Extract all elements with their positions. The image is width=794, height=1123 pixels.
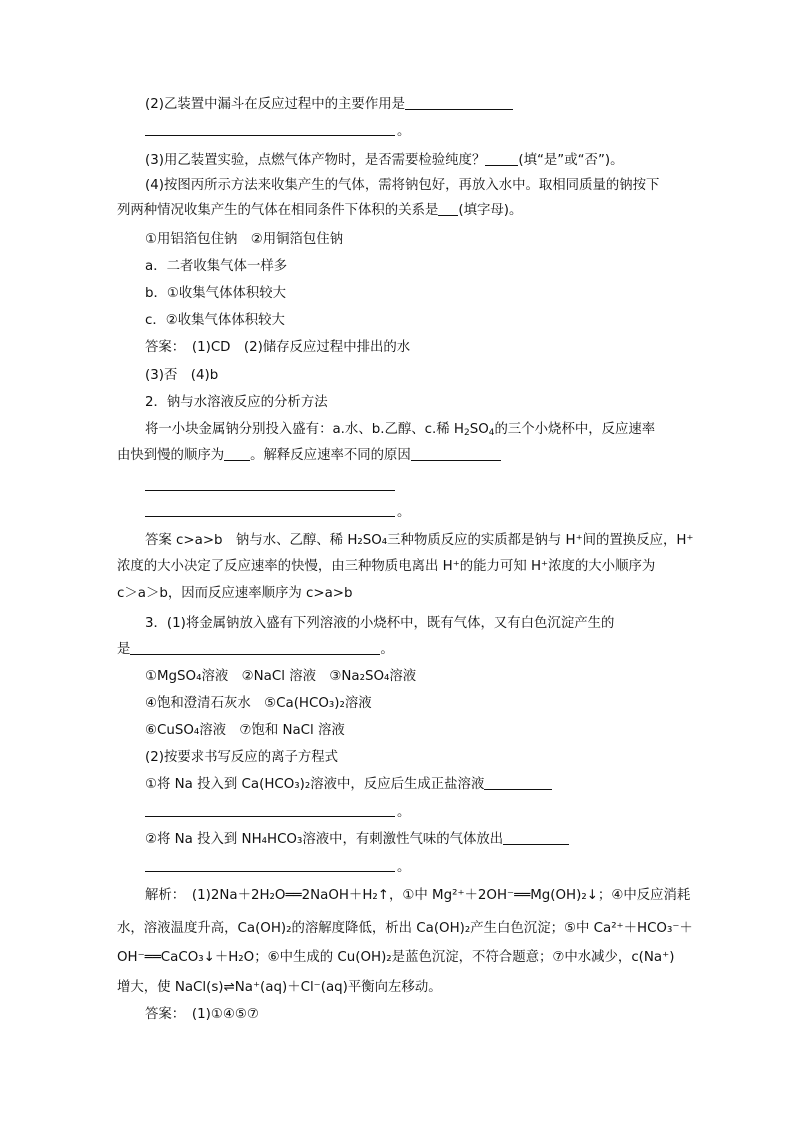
answer-blank [405, 95, 513, 110]
answer-blank-line [145, 871, 395, 872]
answer-blank-line [145, 516, 395, 517]
answer-3: 答案： (1)①④⑤⑦ [145, 1007, 259, 1022]
answer-blank [503, 830, 569, 845]
option-a: a．二者收集气体一样多 [145, 259, 288, 274]
question-2-4-line2: 列两种情况收集产生的气体在相同条件下体积的关系是 (填字母)。 [117, 203, 523, 218]
answer-blank [485, 151, 518, 166]
option-line: ①用铝箔包住钠 ②用铜箔包住钠 [145, 232, 344, 247]
section-3-q2: (2)按要求书写反应的离子方程式 [145, 750, 339, 765]
section-3-options-1: ①MgSO₄溶液 ②NaCl 溶液 ③Na₂SO₄溶液 [145, 669, 417, 684]
option-c: c．②收集气体体积较大 [145, 313, 285, 328]
answer-blank [411, 446, 501, 461]
answer-blank-line [145, 816, 395, 817]
answer-1-line1: 答案： (1)CD (2)储存反应过程中排出的水 [145, 340, 411, 355]
section-3-options-2: ④饱和澄清石灰水 ⑤Ca(HCO₃)₂溶液 [145, 696, 372, 711]
analysis-line1: 解析： (1)2Na＋2H₂O══2NaOH＋H₂↑，①中 Mg²⁺＋2OH⁻══Mg(OH)₂↓；④中反应消耗 [145, 888, 691, 903]
section-3-line1: 3．(1)将金属钠放入盛有下列溶液的小烧杯中，既有气体，又有白色沉淀产生的 [145, 616, 615, 631]
answer-blank [130, 640, 380, 655]
period: 。 [397, 124, 411, 139]
answer-blank [484, 775, 552, 790]
section-3-line2: 是 。 [117, 642, 394, 657]
answer-blank-line [145, 135, 395, 136]
period: 。 [397, 860, 411, 875]
option-b: b．①收集气体体积较大 [145, 286, 287, 301]
question-2-4-line1: (4)按图丙所示方法来收集产生的气体，需将钠包好，再放入水中。取相同质量的钠按下 [145, 178, 660, 193]
question-2-3: (3)用乙装置实验，点燃气体产物时，是否需要检验纯度？ (填“是”或“否”)。 [145, 153, 624, 168]
section-3-options-3: ⑥CuSO₄溶液 ⑦饱和 NaCl 溶液 [145, 723, 345, 738]
section-3-q2a: ①将 Na 投入到 Ca(HCO₃)₂溶液中，反应后生成正盐溶液 [145, 775, 715, 795]
answer-1-line2: (3)否 (4)b [145, 368, 219, 383]
analysis-line4: 增大，使 NaCl(s)⇌Na⁺(aq)＋Cl⁻(aq)平衡向左移动。 [117, 980, 442, 995]
section-2-answer-line2: 浓度的大小决定了反应速率的快慢，由三种物质电离出 H⁺的能力可知 H⁺浓度的大小顺序为 [117, 559, 656, 574]
period: 。 [397, 805, 411, 820]
answer-blank [438, 201, 458, 216]
section-2-title: 2．钠与水溶液反应的分析方法 [145, 395, 328, 410]
period: 。 [397, 505, 411, 520]
section-2-answer-line1: 答案 c>a>b 钠与水、乙醇、稀 H₂SO₄三种物质反应的实质都是钠与 H⁺间的置换反应，H⁺ [145, 533, 694, 548]
analysis-line3: OH⁻══CaCO₃↓＋H₂O；⑥中生成的 Cu(OH)₂是蓝色沉淀，不符合题意；⑦中水减少，c(Na⁺) [117, 950, 675, 965]
question-2-2: (2)乙装置中漏斗在反应过程中的主要作用是 [145, 95, 715, 115]
analysis-line2: 水，溶液温度升高，Ca(OH)₂的溶解度降低，析出 Ca(OH)₂产生白色沉淀；⑤中 Ca²⁺＋HCO₃⁻＋ [117, 921, 693, 936]
section-3-q2b: ②将 Na 投入到 NH₄HCO₃溶液中，有刺激性气味的气体放出 [145, 830, 715, 850]
answer-blank-line [145, 490, 395, 491]
section-2-answer-line3: c＞a＞b，因而反应速率顺序为 c>a>b [117, 586, 353, 601]
answer-blank [224, 446, 250, 461]
section-2-question-line2: 由快到慢的顺序为 。解释反应速率不同的原因 [117, 446, 687, 466]
section-2-question-line1: 将一小块金属钠分别投入盛有：a.水、b.乙醇、c.稀 $H_2SO_4$的三个小烧杯中，反应速率 [145, 422, 656, 438]
